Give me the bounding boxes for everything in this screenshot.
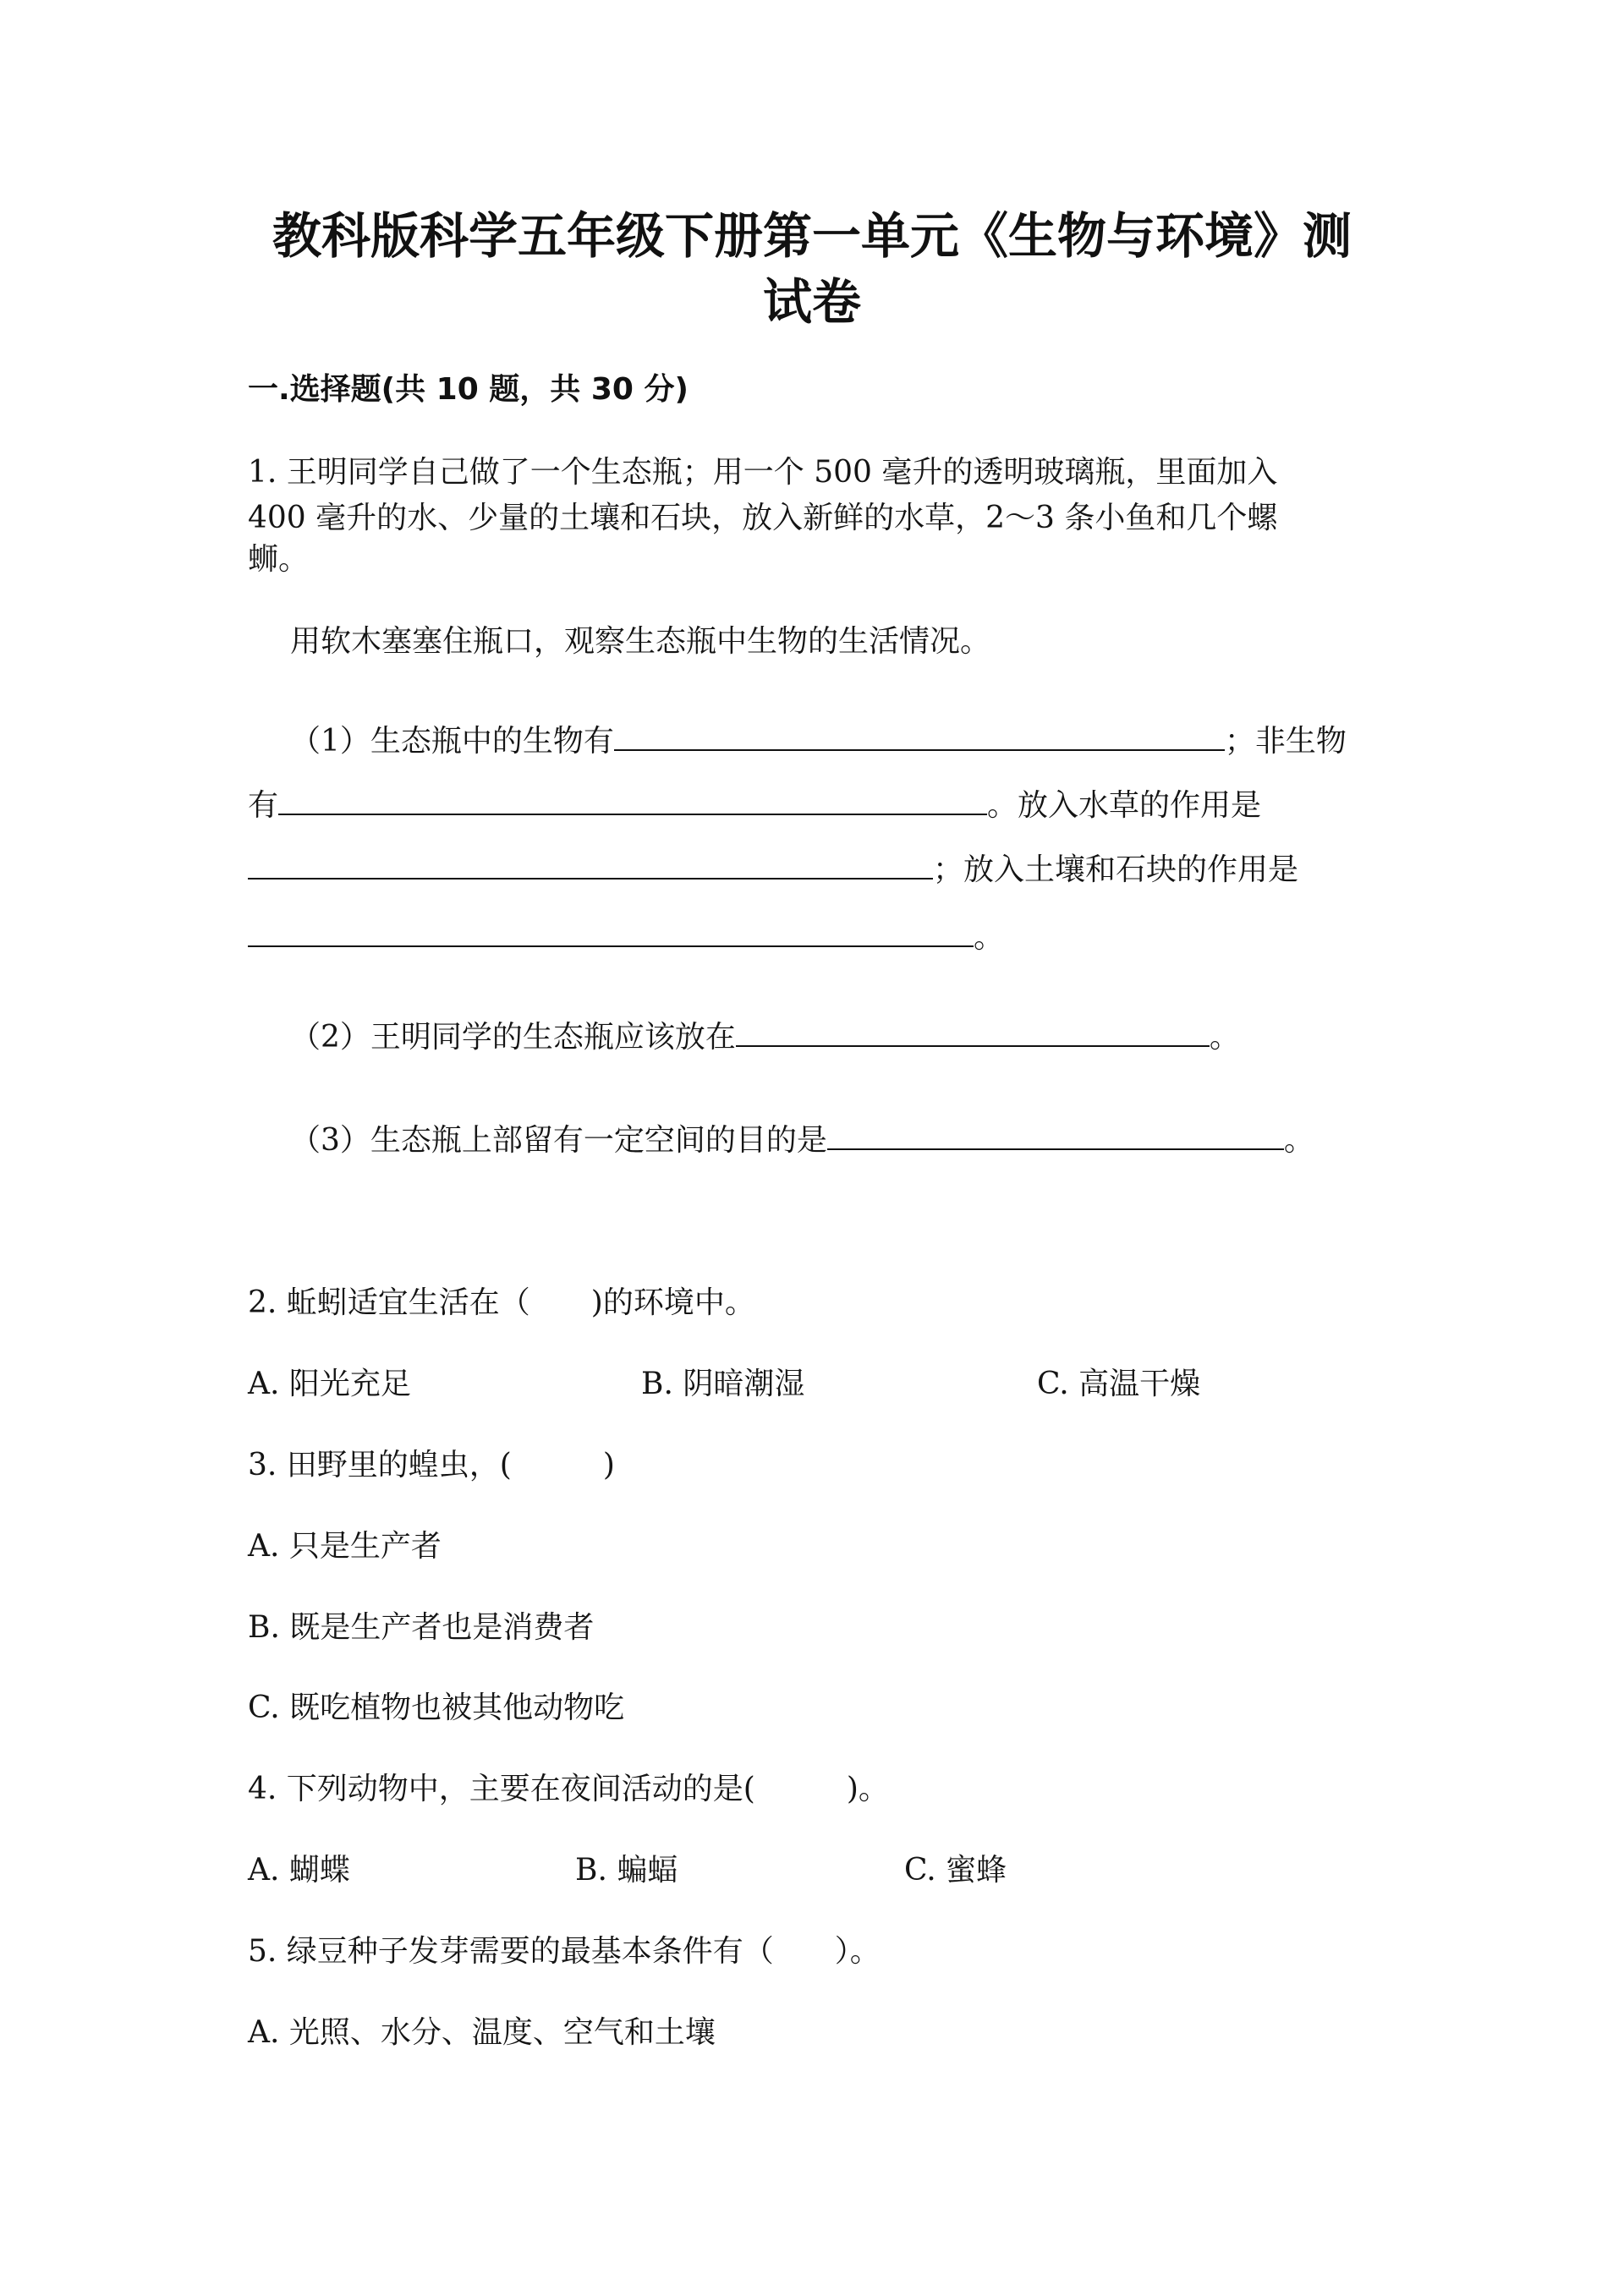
q1-sub3 [290,1116,1314,1159]
q1-line4: 用软木塞塞住瓶口，观察生态瓶中生物的生活情况。 [290,624,991,659]
q5-stem: 5. 绿豆种子发芽需要的最基本条件有（ ）。 [248,1934,881,1969]
q3-option-c[interactable]: C. 既吃植物也被其他动物吃 [248,1690,625,1725]
q1-sub2-end: 。 [1209,1020,1240,1055]
q1-sub1-prompt-c: 有 [248,788,279,823]
q4-option-a[interactable]: A. 蝴蝶 [248,1853,350,1888]
answer-blank-waterweed-role[interactable] [248,852,933,879]
q1-sub1-line4 [248,913,1004,956]
q3-option-b[interactable]: B. 既是生产者也是消费者 [248,1610,595,1645]
q1-sub1-line1 [290,717,1347,760]
page-title-line2: 试卷 [762,273,861,331]
q1-sub1-line3 [248,846,1298,889]
answer-blank-soil-role[interactable] [248,920,974,947]
q1-sub1-prompt-b: ；非生物 [1224,724,1347,759]
answer-blank-nonliving[interactable] [278,788,987,815]
q1-line1: 1. 王明同学自己做了一个生态瓶；用一个 500 毫升的透明玻璃瓶，里面加入 [248,455,1278,490]
page-title-line1: 教科版科学五年级下册第一单元《生物与环境》测 [272,207,1352,265]
q1-sub2-prompt: （2）王明同学的生态瓶应该放在 [290,1020,736,1055]
q3-stem: 3. 田野里的蝗虫，( ) [248,1448,615,1482]
q4-option-c[interactable]: C. 蜜蜂 [904,1853,1007,1888]
q1-sub1-prompt-e: ；放入土壤和石块的作用是 [933,852,1299,887]
answer-blank-placement[interactable] [736,1020,1210,1047]
q1-line2: 400 毫升的水、少量的土壤和石块，放入新鲜的水草，2～3 条小鱼和几个螺 [248,501,1278,535]
q2-stem: 2. 蚯蚓适宜生活在（ )的环境中。 [248,1285,755,1320]
q4-option-b[interactable]: B. 蝙蝠 [575,1853,678,1888]
answer-blank-organisms[interactable] [614,724,1225,751]
q2-option-b[interactable]: B. 阴暗潮湿 [641,1367,805,1401]
section-heading: 一.选择题(共 10 题，共 30 分) [248,372,689,407]
q2-option-c[interactable]: C. 高温干燥 [1037,1367,1201,1401]
q1-sub1-prompt-f: 。 [974,920,1005,955]
answer-blank-space-purpose[interactable] [827,1123,1284,1150]
q1-line3: 蛳。 [248,542,310,577]
q1-sub3-prompt: （3）生态瓶上部留有一定空间的目的是 [290,1123,827,1158]
q1-sub1-prompt-a: （1）生态瓶中的生物有 [290,724,614,759]
q1-sub2 [290,1013,1240,1056]
q2-option-a[interactable]: A. 阳光充足 [248,1367,411,1401]
q5-option-a[interactable]: A. 光照、水分、温度、空气和土壤 [248,2015,716,2050]
q1-sub1-prompt-d: 。放入水草的作用是 [987,788,1262,823]
q1-sub3-end: 。 [1283,1123,1314,1158]
q4-stem: 4. 下列动物中，主要在夜间活动的是( )。 [248,1772,889,1806]
q3-option-a[interactable]: A. 只是生产者 [248,1529,442,1564]
q1-sub1-line2 [248,781,1261,825]
